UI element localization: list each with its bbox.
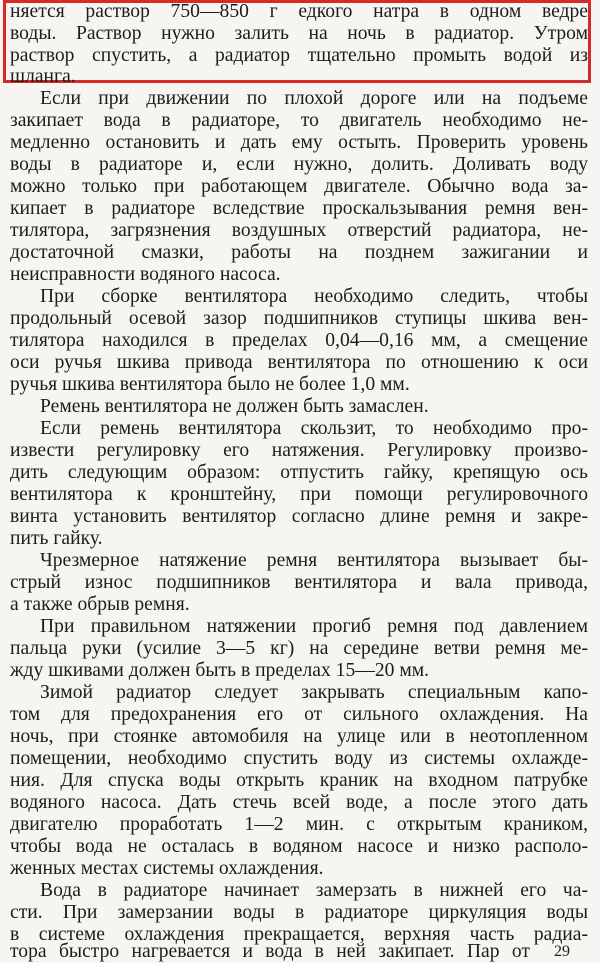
text-line: Ремень вентилятора не должен быть замаслен. <box>40 396 429 417</box>
text-line: медленно остановить и дать ему остыть. Проверить уровень <box>10 132 588 153</box>
text-line: дить следующим образом: отпустить гайку, крепящую ось <box>10 462 588 483</box>
page-number: 29 <box>554 943 570 960</box>
text-line: винта установить вентилятор согласно длине ремня и закре- <box>10 506 588 527</box>
text-line: том для предохранения его от сильного охлаждения. На <box>10 704 588 725</box>
text-line: женных местах системы охлаждения. <box>10 858 324 879</box>
text-line: можно только при работающем двигателе. Обычно вода за- <box>10 176 588 197</box>
text-line: тилятора, загрязнения воздушных отверстий радиатора, не- <box>10 220 588 241</box>
text-line: пить гайку. <box>10 528 103 549</box>
text-line: жду шкивами должен быть в пределах 15—20 мм. <box>10 660 430 681</box>
text-line: продольный осевой зазор подшипников ступицы шкива вен- <box>10 308 588 329</box>
text-line: неисправности водяного насоса. <box>10 264 281 285</box>
text-line: кипает в радиаторе вследствие проскальзывания ремня вен- <box>10 198 588 219</box>
text-line: шланга. <box>10 66 76 87</box>
text-line: воды в радиаторе и, если нужно, долить. Доливать воду <box>10 154 588 175</box>
text-line: вентилятора к кронштейну, при помощи регулировочного <box>10 484 588 505</box>
text-line: закипает вода в радиаторе, то двигатель необходимо не- <box>10 110 588 131</box>
text-line: чтобы вода не осталась в водяном насосе и низко располо- <box>10 836 588 857</box>
text-line: оси ручья шкива привода вентилятора по отношению к оси <box>10 352 588 373</box>
text-line: ния. Для спуска воды открыть краник на входном патрубке <box>10 770 588 791</box>
text-line: тора быстро нагревается и вода в ней закипает. Пар от <box>10 941 530 962</box>
text-line: При сборке вентилятора необходимо следить, чтобы <box>40 286 588 307</box>
text-line: ручья шкива вентилятора было не более 1,0 мм. <box>10 374 410 395</box>
text-line: извести регулировку его натяжения. Регулировку произво- <box>10 440 588 461</box>
text-line: достаточной смазки, работы на позднем зажигании и <box>10 242 588 263</box>
text-line: сти. При замерзании воды в радиаторе циркуляция воды <box>10 902 588 923</box>
text-line: Зимой радиатор следует закрывать специальным капо- <box>40 682 588 703</box>
text-line: помещении, необходимо спустить воду из системы охлажде- <box>10 748 588 769</box>
text-line: Вода в радиаторе начинает замерзать в нижней его ча- <box>40 880 588 901</box>
text-line: в системе охлаждения прекращается, верхняя часть радиа- <box>10 924 588 945</box>
text-line: Если ремень вентилятора скользит, то необходимо про- <box>40 418 588 439</box>
text-line: Чрезмерное натяжение ремня вентилятора вызывает бы- <box>40 550 588 571</box>
text-line: няется раствор 750—850 г едкого натра в одном ведре <box>10 1 588 22</box>
text-line: воды. Раствор нужно залить на ночь в радиатор. Утром <box>10 23 588 44</box>
text-line: ночь, при стоянке автомобиля на улице или в неотопленном <box>10 726 588 747</box>
text-line: пальца руки (усилие 3—5 кг) на середине ветви ремня ме- <box>10 638 588 659</box>
text-line: водяного насоса. Дать стечь всей воде, а после этого дать <box>10 792 588 813</box>
text-line: стрый износ подшипников вентилятора и вала привода, <box>10 572 588 593</box>
text-line: При правильном натяжении прогиб ремня под давлением <box>40 616 588 637</box>
text-line: Если при движении по плохой дороге или на подъеме <box>40 88 588 109</box>
text-line: двигателю проработать 1—2 мин. с открытым краником, <box>10 814 588 835</box>
text-line: тилятора находился в пределах 0,04—0,16 мм, а смещение <box>10 330 588 351</box>
text-line: раствор спустить, а радиатор тщательно промыть водой из <box>10 45 588 66</box>
text-line: а также обрыв ремня. <box>10 594 190 615</box>
